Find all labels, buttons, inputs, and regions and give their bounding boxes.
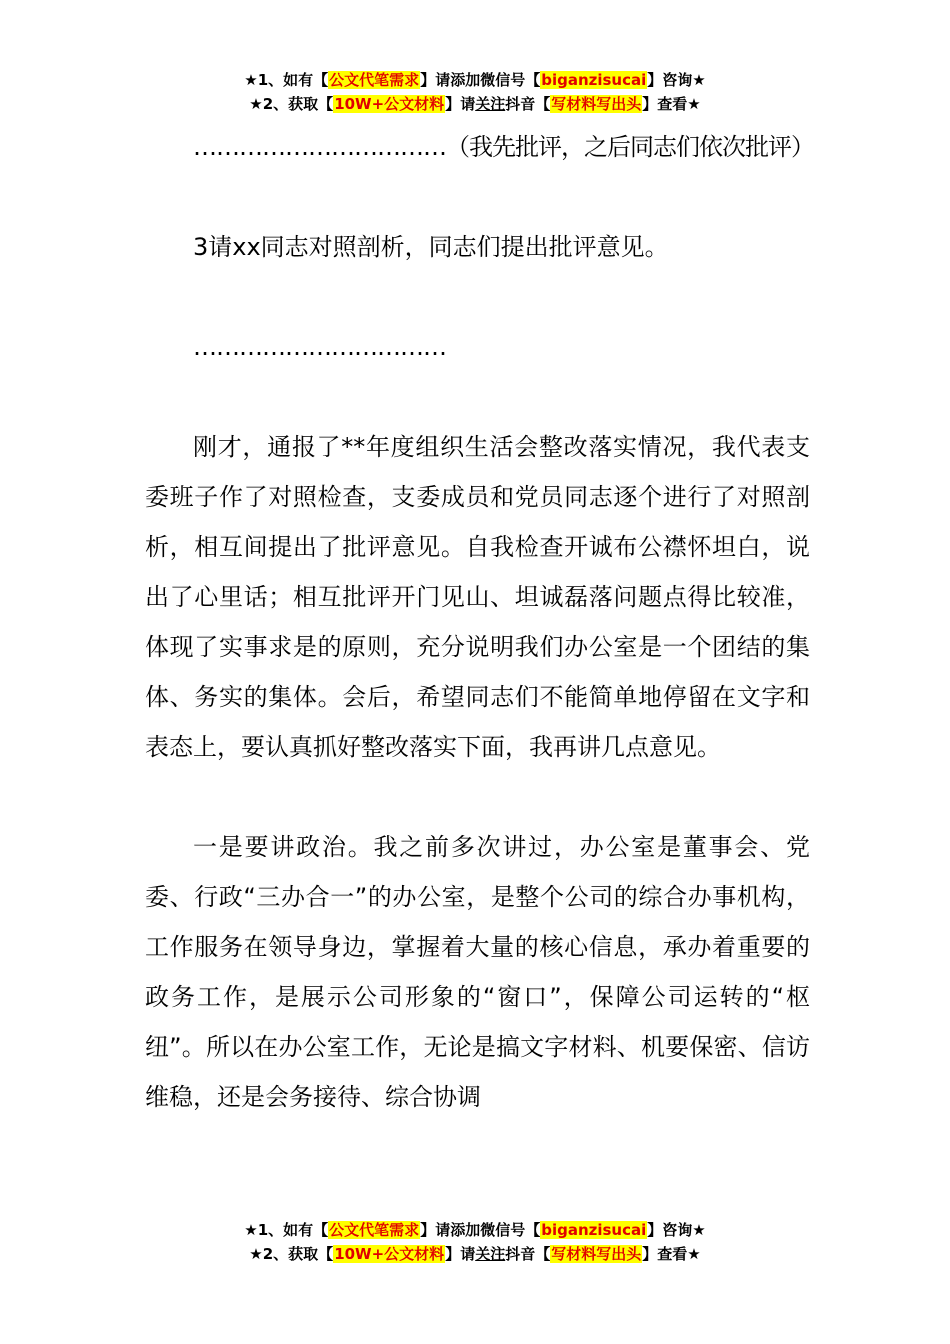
banner-text: 】查看★ (642, 95, 701, 113)
banner-text: ★1、如有【 (244, 71, 329, 89)
paragraph-item-3: 3请xx同志对照剖析，同志们提出批评意见。 (193, 233, 669, 261)
banner-highlight: 写材料写出头 (551, 95, 642, 113)
banner-text: 】请 (445, 1245, 476, 1263)
banner-text: ★2、获取【 (249, 1245, 334, 1263)
paragraph-ellipsis: …………………………… (193, 333, 446, 361)
banner-line-2 (0, 92, 950, 116)
banner-text: ★2、获取【 (249, 95, 334, 113)
banner-highlight: 公文代笔需求 (329, 71, 420, 89)
header-banner (0, 68, 950, 116)
document-body (145, 122, 814, 1122)
footer-banner (0, 1218, 950, 1266)
banner-text: ★1、如有【 (244, 1221, 329, 1239)
banner-line-1 (0, 68, 950, 92)
banner-line-2 (0, 1242, 950, 1266)
banner-line-1 (0, 1218, 950, 1242)
banner-highlight: 公文代笔需求 (329, 1221, 420, 1239)
banner-underline: 关注 (475, 95, 506, 113)
banner-highlight: 写材料写出头 (551, 1245, 642, 1263)
banner-highlight: biganzisucai (541, 1221, 647, 1239)
paragraph-criticism-order: ……………………………（我先批评，之后同志们依次批评） (193, 133, 814, 161)
banner-text: 】请添加微信号【 (420, 1221, 541, 1239)
paragraph-politics: 一是要讲政治。我之前多次讲过，办公室是董事会、党委、行政“三办合一”的办公室，是整个公司的综合办事机构，工作服务在领导身边，掌握着大量的核心信息，承办着重要的政务工作，是展示公司形象的“窗口”，保障公司运转的“枢纽”。所以在办公室工作，无论是搞文字材料、机要保密、信访维稳，还是会务接待、综合协调 (145, 833, 810, 1111)
paragraph-summary: 刚才，通报了**年度组织生活会整改落实情况，我代表支委班子作了对照检查，支委成员和党员同志逐个进行了对照剖析，相互间提出了批评意见。自我检查开诚布公襟怀坦白，说出了心里话；相互批评开门见山、坦诚磊落问题点得比较准，体现了实事求是的原则，充分说明我们办公室是一个团结的集体、务实的集体。会后，希望同志们不能简单地停留在文字和表态上，要认真抓好整改落实下面，我再讲几点意见。 (145, 433, 810, 761)
banner-highlight: 10W+公文材料 (334, 95, 445, 113)
banner-text: 】请 (445, 95, 476, 113)
banner-text: 】咨询★ (647, 1221, 706, 1239)
banner-underline: 关注 (475, 1245, 506, 1263)
banner-text: 】咨询★ (647, 71, 706, 89)
banner-text: 抖音【 (505, 95, 551, 113)
banner-text: 抖音【 (505, 1245, 551, 1263)
banner-text: 】查看★ (642, 1245, 701, 1263)
banner-highlight: biganzisucai (541, 71, 647, 89)
banner-highlight: 10W+公文材料 (334, 1245, 445, 1263)
banner-text: 】请添加微信号【 (420, 71, 541, 89)
